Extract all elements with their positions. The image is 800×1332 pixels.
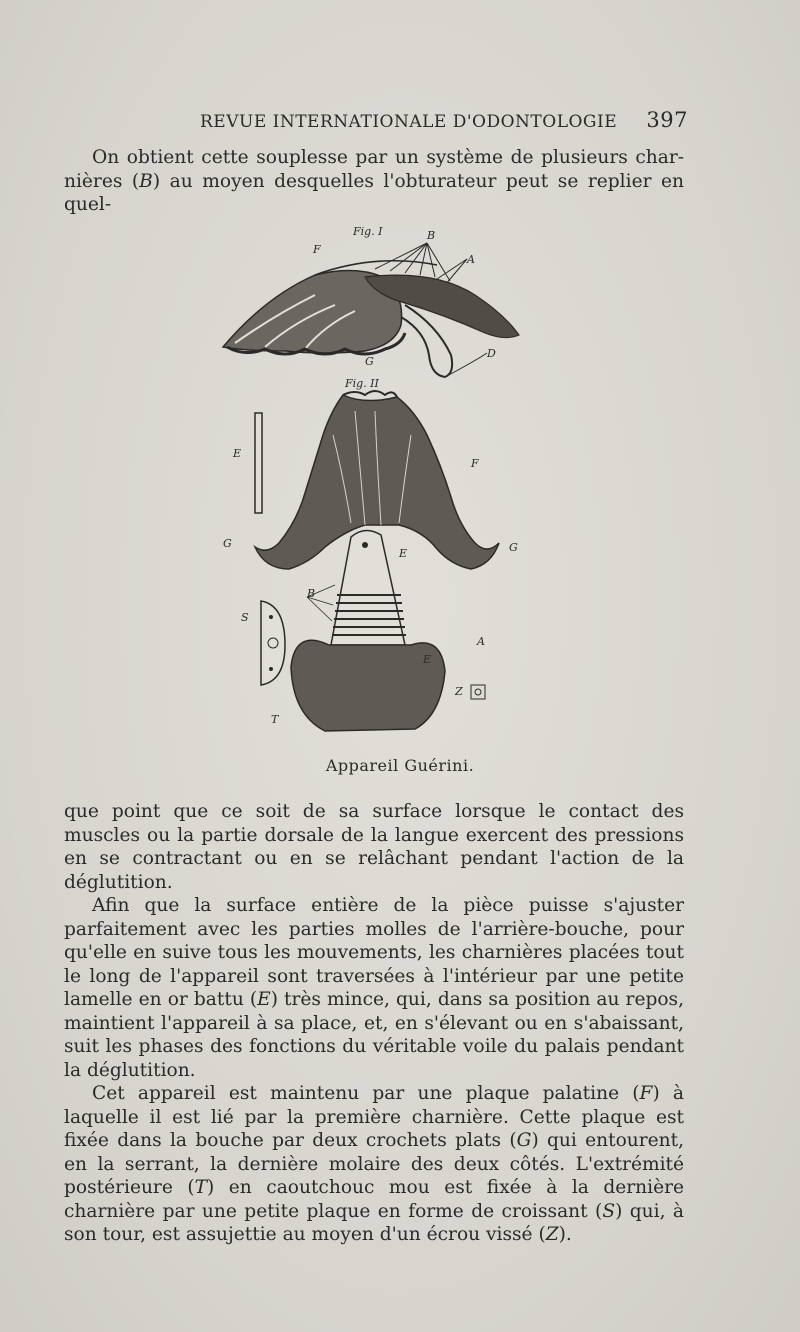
svg-text:E: E [423,653,432,666]
svg-text:G: G [223,537,232,550]
svg-text:F: F [313,243,321,256]
svg-text:T: T [271,713,279,726]
appareil-figure [205,225,535,735]
svg-text:E: E [233,447,242,460]
fig1-label: Fig. I [353,225,383,238]
page-number: 397 [646,108,688,132]
paragraph-1: que point que ce soit de sa surface lorsque le contact des muscles ou la partie dorsale de la langue exercent des pressions en se contractant ou en se relâchant pendant l'action de la déglutition. [64,801,684,893]
svg-text:B: B [427,229,436,242]
top-paragraph: On obtient cette souplesse par un système de plusieurs char-nières (B) au moyen desquelles l'obturateur peut se replier en quel- [64,147,684,215]
ref-b: B [139,170,153,192]
svg-text:S: S [241,611,249,624]
paragraph-3: Cet appareil est maintenu par une plaque palatine (F) à laquelle il est lié par la première charnière. Cette plaque est fixée dans la bouche par deux crochets plats (G) qui entourent, en la serrant, la dernière molaire des deux côtés. L'extrémité postérieure (T) en caoutchouc mou est fixée à la dernière charnière par une petite plaque en forme de croissant (S) qui, à son tour, est assujettie au moyen d'un écrou vissé (Z). [64,1083,685,1245]
fig2-label: Fig. II [345,377,379,390]
svg-text:D: D [487,347,496,360]
svg-text:G: G [365,355,374,368]
paragraph-2: Afin que la surface entière de la pièce puisse s'ajuster parfaitement avec les parties molles de l'arrière-bouche, pour qu'elle en suive tous les mouvements, les charnières placées tout le long de l'appareil sont traversées à l'intérieur par une petite lamelle en or battu (E) très mince, qui, dans sa position au repos, maintient l'appareil à sa place, et, en s'élevant ou en s'abaissant, suit les phases des fonctions du véritable voile du palais pendant la déglutition. [64,895,684,1081]
svg-text:E: E [399,547,408,560]
svg-text:B: B [307,587,316,600]
svg-text:A: A [467,253,475,266]
svg-text:G: G [509,541,518,554]
journal-title: REVUE INTERNATIONALE D'ODONTOLOGIE [200,112,618,132]
svg-text:A: A [477,635,485,648]
figure-caption: Appareil Guérini. [325,756,475,775]
svg-text:F: F [471,457,479,470]
body-text [64,800,684,1247]
svg-text:Z: Z [455,685,463,698]
